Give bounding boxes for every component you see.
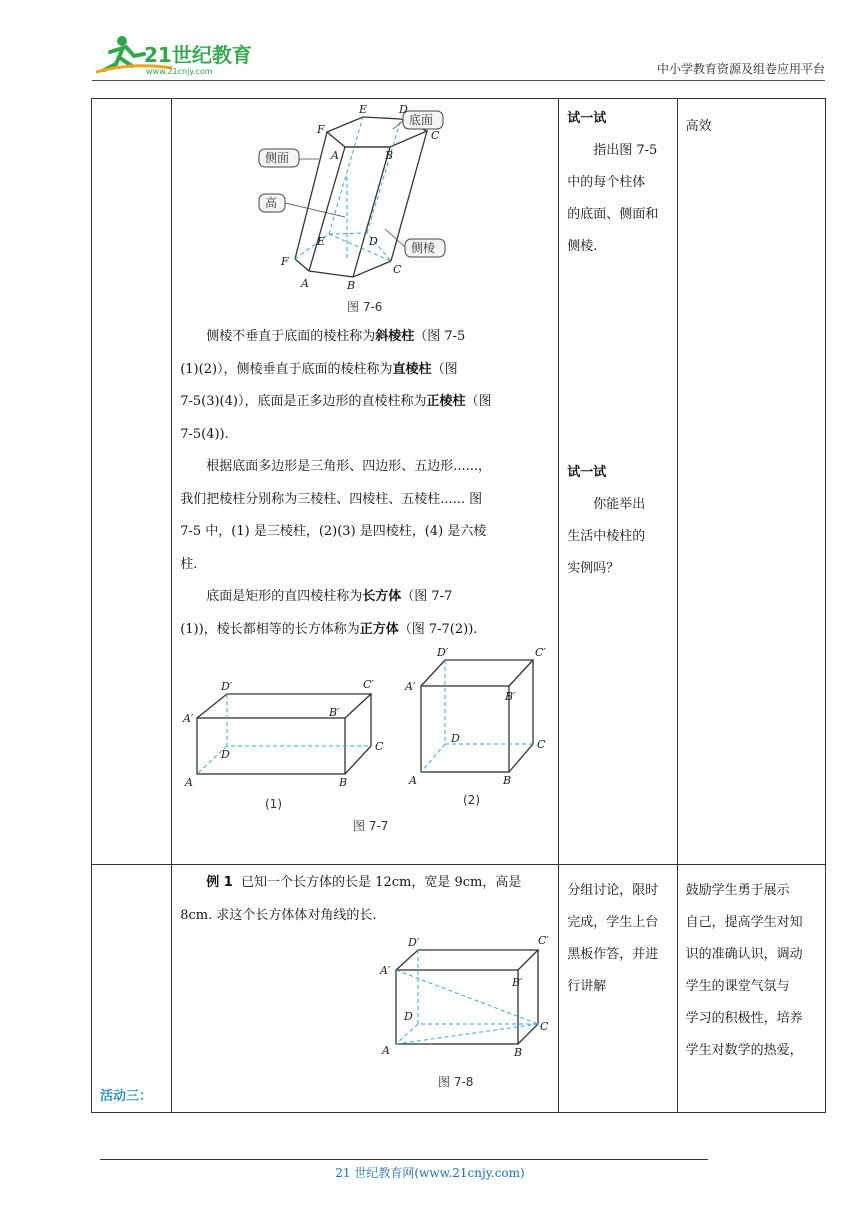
vertex-E1: E	[359, 103, 368, 116]
header-divider	[92, 80, 825, 81]
vertex-D: D	[369, 235, 379, 248]
fig77-1-B: B	[339, 776, 348, 789]
vertex-A: A	[301, 277, 310, 290]
intent-cell	[677, 99, 825, 865]
fig77-2-C1: C′	[535, 646, 547, 659]
fig77-1-C1: C′	[363, 678, 375, 691]
fig78-B: B	[514, 1046, 523, 1059]
fig77-2-B1: B′	[505, 690, 516, 703]
fig78-C1: C′	[538, 934, 550, 947]
fig77-1-D1: D′	[221, 680, 233, 693]
logo	[92, 32, 262, 78]
fig78-B1: B′	[512, 976, 523, 989]
fig77-2-B: B	[503, 774, 512, 787]
vertex-B: B	[347, 279, 356, 292]
paragraph-prism-names: 根据底面多边形是三角形、四边形、五边形......，	[206, 459, 491, 474]
example-1: 例 1 已知一个长方体的长是 12cm，宽是 9cm，高是	[206, 875, 522, 890]
label-height: 高	[265, 196, 278, 210]
fig77-1-D: D	[221, 748, 231, 761]
try-heading-1: 试一试	[567, 111, 607, 126]
fig77-sub1: (1)	[265, 797, 283, 811]
figure-7-6	[235, 99, 495, 321]
stage-cell	[92, 99, 172, 865]
activity-cell: 分组讨论，限时 完成，学生上台 黑板作答，并进 行讲解	[559, 865, 677, 1113]
label-top-face: 底面	[409, 113, 434, 127]
fig77-2-C: C	[537, 738, 546, 751]
fig78-A1: A′	[380, 964, 391, 977]
vertex-C1: C	[431, 129, 440, 142]
figure-7-7	[175, 646, 555, 836]
intent-cell: 鼓励学生勇于展示 自己，提高学生对知 识的准确认识，调动 学生的课堂气氛与 学习的积极性，培养 学生对数学的热爱，	[677, 865, 825, 1113]
figure-7-6-caption: 图 7-6	[347, 300, 383, 314]
fig77-2-A: A	[409, 774, 418, 787]
paragraph-oblique-prism: 侧棱不垂直于底面的棱柱称为斜棱柱（图 7-5	[206, 329, 466, 344]
content-cell: 底面 侧面 高 侧棱 E D F C A B E D F C A B 图 7-6 侧棱不垂直于底面的棱柱称为斜棱柱（图 7-5 (1)(2)），侧棱垂直于底面的棱柱称为直棱柱（图 7-5(3)(4)），底面是正多边形的直棱柱称为正棱柱（图 7-5(4)). 根据底面多边形是三角形、四边形、五边形......， 我们把棱柱分别称为三棱柱、四棱柱、五棱柱...... 图 7-5 中，(1) 是三棱柱，(2)(3) 是四棱柱，(4) 是六棱 柱. 底面是矩形的直四棱柱称为长方体（图 7-7 (1))，棱长都相等的长方体称为正方体（图 7-7(2)). D′ C′ A′ B′ D C A B D′ C′ A′ B′ D C A B (1) (2) 图 7-7	[172, 99, 559, 865]
page-header	[92, 32, 825, 80]
fig77-sub2: (2)	[463, 793, 481, 807]
figure-7-8-caption: 图 7-8	[438, 1075, 474, 1089]
vertex-D1: D	[399, 103, 409, 116]
logo-url: www.21cnjy.com	[146, 67, 213, 76]
fig78-D1: D′	[408, 936, 420, 949]
activity-cell: 试一试 指出图 7-5 中的每个柱体 的底面、侧面和 侧棱. 试一试 你能举出 生活中棱柱的 实例吗？	[559, 99, 677, 865]
label-edge: 侧棱	[411, 241, 436, 255]
vertex-C: C	[393, 263, 402, 276]
content-cell: 例 1 已知一个长方体的长是 12cm，宽是 9cm，高是 8cm. 求这个长方体体对角线的长. D′ C′ A′ B′ D C A B 图 7-8	[172, 865, 559, 1113]
stage-cell	[92, 865, 172, 1113]
vertex-F: F	[281, 255, 289, 268]
try-heading-2: 试一试	[567, 465, 607, 480]
fig77-2-D: D	[451, 732, 461, 745]
fig77-1-A1: A′	[183, 712, 194, 725]
vertex-B1: B	[385, 149, 394, 162]
vertex-E: E	[317, 235, 326, 248]
footer-text: 21 世纪教育网(www.21cnjy.com)	[335, 1166, 525, 1180]
figure-7-8	[172, 932, 558, 1102]
figure-7-7-caption: 图 7-7	[353, 819, 389, 833]
fig78-C: C	[540, 1020, 549, 1033]
fig77-1-B1: B′	[329, 706, 340, 719]
fig77-1-C: C	[375, 740, 384, 753]
activity-label: 活动三：	[100, 1089, 153, 1104]
fig77-1-A: A	[185, 776, 194, 789]
footer-divider	[100, 1159, 708, 1160]
fig77-2-A1: A′	[405, 680, 416, 693]
label-side-face: 侧面	[265, 151, 290, 165]
fig78-D: D	[404, 1010, 414, 1023]
lesson-table	[91, 98, 826, 1113]
paragraph-cuboid: 底面是矩形的直四棱柱称为长方体（图 7-7	[206, 589, 453, 604]
logo-text: 21世纪教育	[144, 43, 252, 67]
fig77-2-D1: D′	[437, 646, 449, 659]
vertex-A1: A	[331, 149, 340, 162]
table-row	[92, 99, 826, 865]
fig78-A: A	[382, 1044, 391, 1057]
intent-text: 高效	[685, 119, 712, 134]
platform-name: 中小学教育资源及组卷应用平台	[656, 62, 825, 76]
vertex-F1: F	[317, 123, 325, 136]
table-row	[92, 865, 826, 1113]
